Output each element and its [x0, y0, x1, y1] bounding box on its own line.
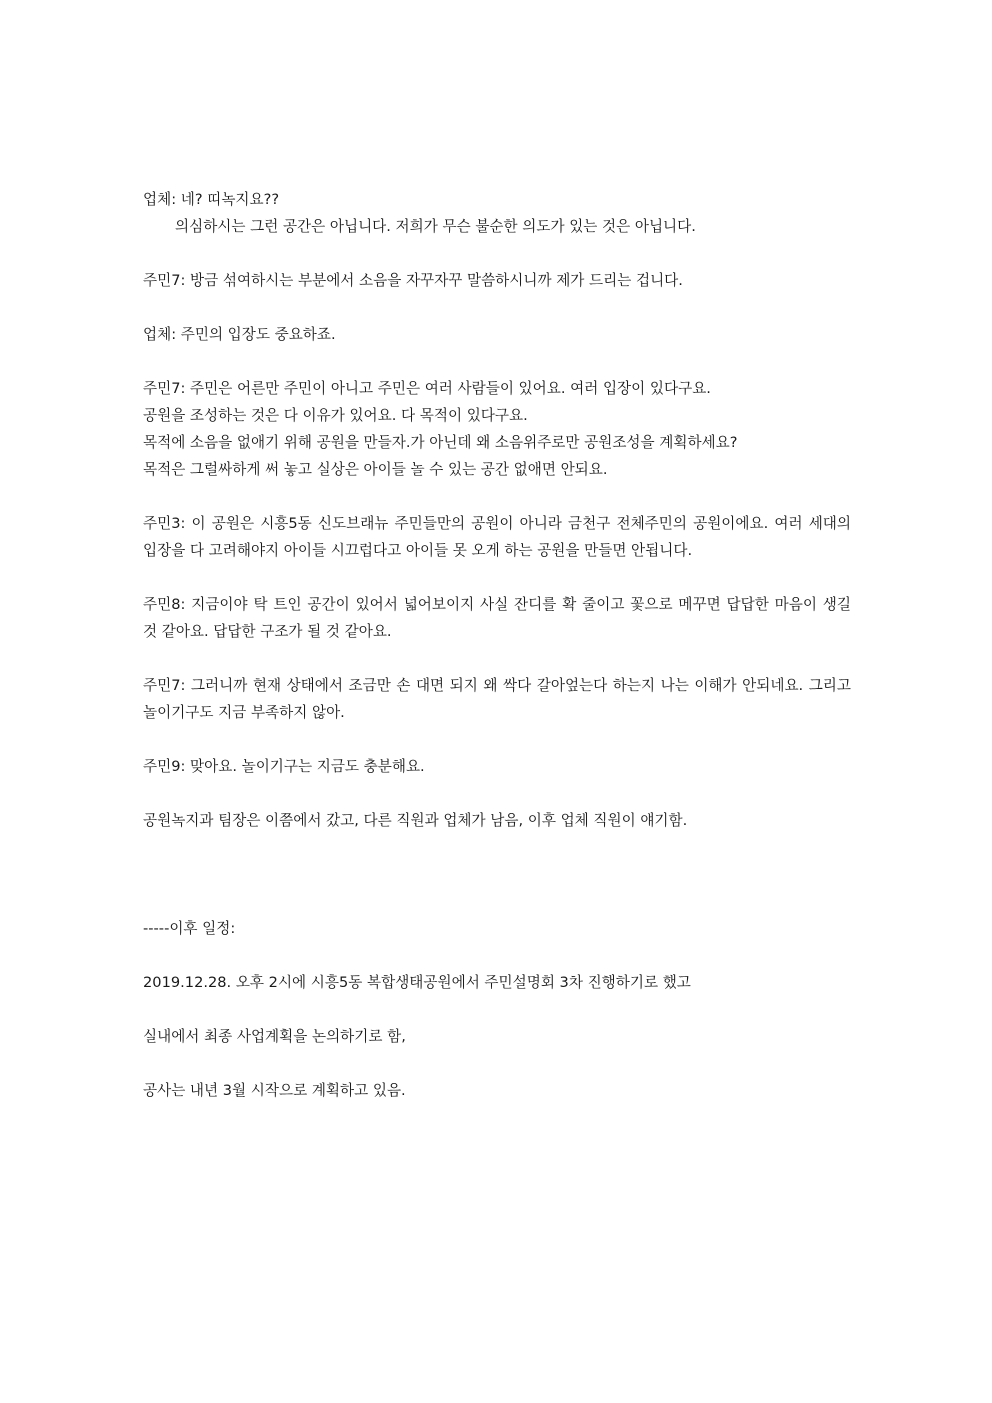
paragraph-resident7-current-state: 주민7: 그러니까 현재 상태에서 조금만 손 대면 되지 왜 싹다 갈아엎는다 하는지 나는 이해가 안되네요. 그리고 놀이기구도 지금 부족하지 않아.	[143, 677, 851, 721]
paragraph-resident7-line2: 공원을 조성하는 것은 다 이유가 있어요. 다 목적이 있다구요.	[143, 407, 528, 424]
schedule-item-meeting: 2019.12.28. 오후 2시에 시흥5동 복합생태공원에서 주민설명회 3차 진행하기로 했고	[143, 974, 691, 991]
paragraph-resident7-line4: 목적은 그럴싸하게 써 놓고 실상은 아이들 놀 수 있는 공간 없애면 안되요.	[143, 461, 608, 478]
paragraph-vendor-position: 업체: 주민의 입장도 중요하죠.	[143, 326, 336, 343]
paragraph-vendor-reply: 업체: 네? 띠녹지요??	[143, 191, 280, 208]
paragraph-resident9: 주민9: 맞아요. 놀이기구는 지금도 충분해요.	[143, 758, 425, 775]
schedule-heading: -----이후 일정:	[143, 920, 236, 937]
paragraph-resident7-noise: 주민7: 방금 섞여하시는 부분에서 소음을 자꾸자꾸 말씀하시니까 제가 드리는 겁니다.	[143, 272, 683, 289]
schedule-item-construction: 공사는 내년 3월 시작으로 계획하고 있음.	[143, 1082, 406, 1099]
document-body	[143, 186, 851, 1104]
paragraph-vendor-reply-continued: 의심하시는 그런 공간은 아닙니다. 저희가 무슨 불순한 의도가 있는 것은 아닙니다.	[175, 218, 696, 235]
paragraph-team-leader-left: 공원녹지과 팀장은 이쯤에서 갔고, 다른 직원과 업체가 남음, 이후 업체 직원이 얘기함.	[143, 812, 688, 829]
paragraph-resident7-line1: 주민7: 주민은 어른만 주민이 아니고 주민은 여러 사람들이 있어요. 여러 입장이 있다구요.	[143, 380, 711, 397]
paragraph-resident7-line3: 목적에 소음을 없애기 위해 공원을 만들자.가 아닌데 왜 소음위주로만 공원조성을 계획하세요?	[143, 434, 738, 451]
paragraph-resident3: 주민3: 이 공원은 시흥5동 신도브래뉴 주민들만의 공원이 아니라 금천구 전체주민의 공원이에요. 여러 세대의 입장을 다 고려해야지 아이들 시끄럽다고 아이들 못 오게 하는 공원을 만들면 안됩니다.	[143, 515, 851, 559]
paragraph-resident8: 주민8: 지금이야 탁 트인 공간이 있어서 넓어보이지 사실 잔디를 확 줄이고 꽃으로 메꾸면 답답한 마음이 생길 것 같아요. 답답한 구조가 될 것 같아요.	[143, 596, 851, 640]
schedule-item-discussion: 실내에서 최종 사업계획을 논의하기로 함,	[143, 1028, 406, 1045]
